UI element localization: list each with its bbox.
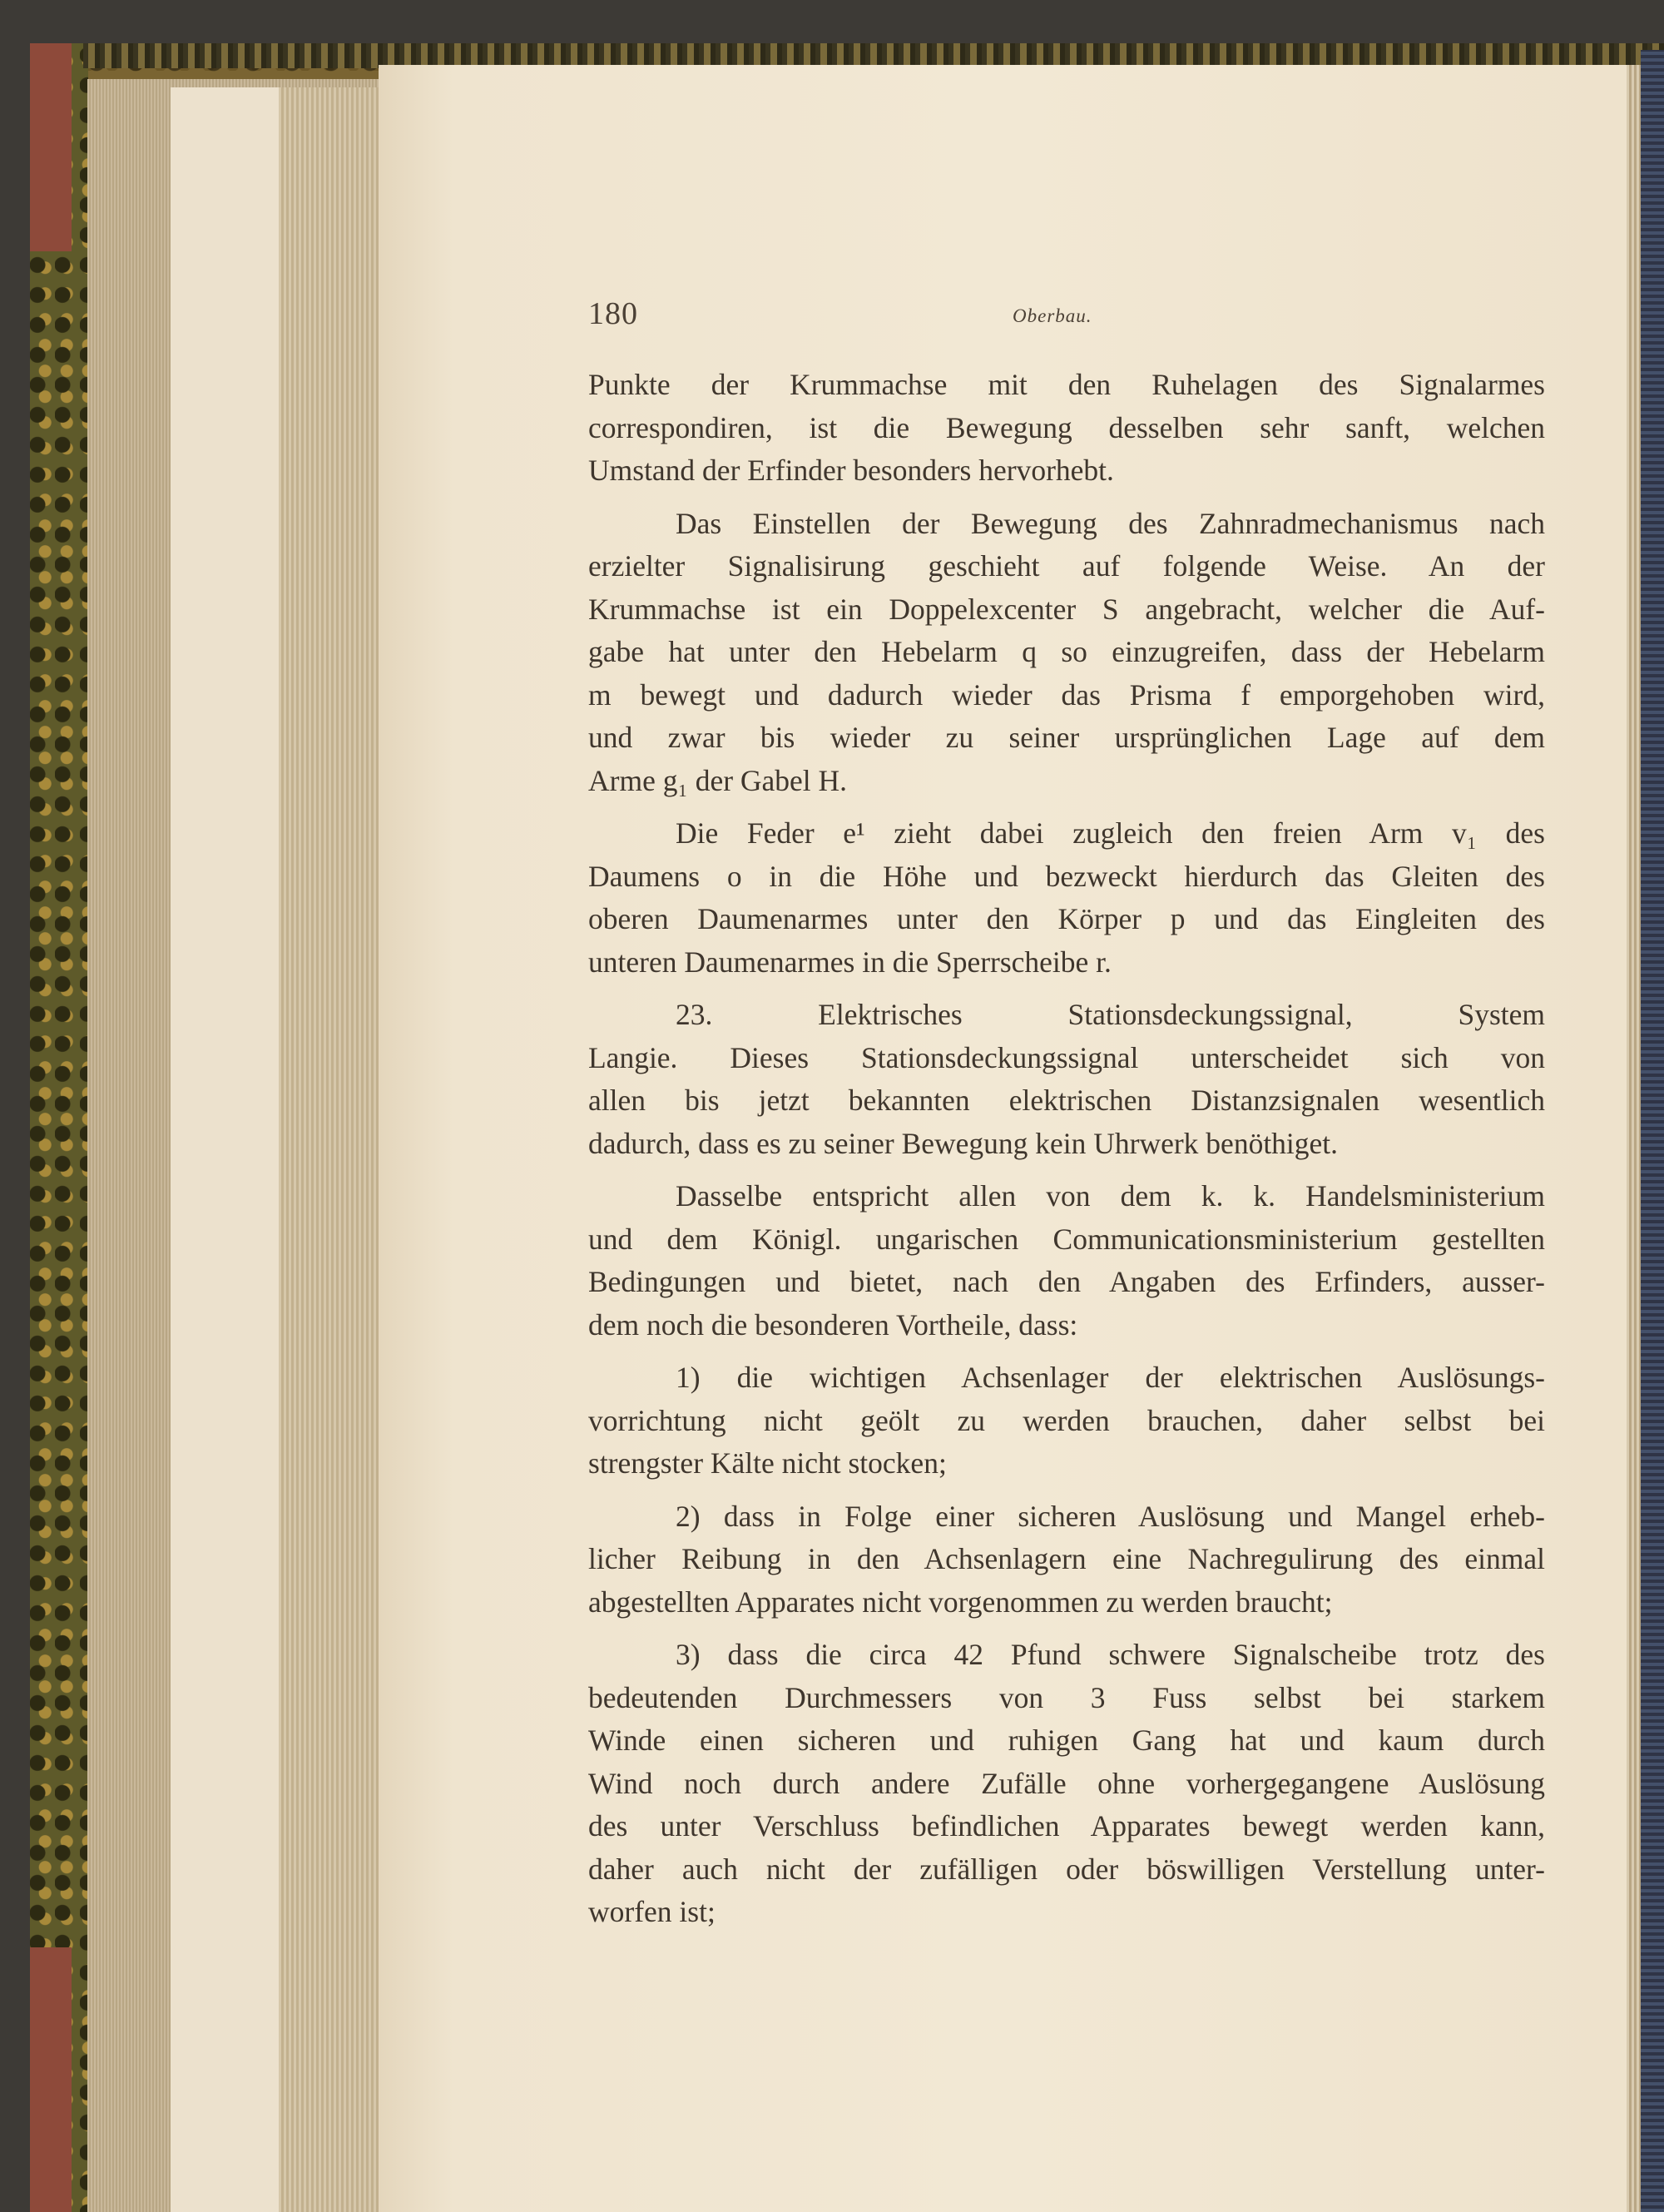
paragraph <box>588 364 1545 493</box>
list-item <box>588 1634 1545 1934</box>
page-number: 180 <box>588 296 638 331</box>
text-line: unteren Daumenarmes in die Sperrscheibe r. <box>588 945 1112 979</box>
text-line: Bedingungen und bietet, nach den Angaben des Erfinders, ausser- <box>588 1265 1545 1298</box>
section-23 <box>588 994 1545 1165</box>
text-line: Winde einen sicheren und ruhigen Gang hat und kaum durch <box>588 1723 1545 1757</box>
right-binding <box>1641 50 1664 2212</box>
text-line: gabe hat unter den Hebelarm q so einzugreifen, dass der Hebelarm <box>588 635 1545 668</box>
paragraph <box>588 503 1545 803</box>
text-line: und zwar bis wieder zu seiner ursprünglichen Lage auf dem <box>588 721 1545 754</box>
text-line: 3) dass die circa 42 Pfund schwere Signalscheibe trotz des <box>676 1638 1545 1671</box>
text-line: bedeutenden Durchmessers von 3 Fuss selbst bei starkem <box>588 1680 1545 1714</box>
leather-corner-bottom <box>30 1947 72 2212</box>
text-line: allen bis jetzt bekannten elektrischen Distanzsignalen wesentlich <box>588 1084 1545 1117</box>
section-heading-line: 23. Elektrisches Stationsdeckungssignal, System <box>676 998 1545 1031</box>
text-line: 2) dass in Folge einer sicheren Auslösung und Mangel erheb- <box>676 1499 1545 1533</box>
text-line: Arme g₁ der Gabel H. <box>588 763 848 797</box>
text-line: Krummachse ist ein Doppelexcenter S angebracht, welcher die Auf- <box>588 592 1545 626</box>
text-line: 1) die wichtigen Achsenlager der elektrischen Auslösungs- <box>676 1361 1545 1394</box>
text-line: m bewegt und dadurch wieder das Prisma f emporgehoben wird, <box>588 677 1545 712</box>
inner-gutter <box>279 87 379 2212</box>
paragraph <box>588 812 1545 984</box>
text-line: des unter Verschluss befindlichen Apparates bewegt werden kann, <box>588 1809 1545 1843</box>
text-line: daher auch nicht der zufälligen oder böswilligen Verstellung unter- <box>588 1852 1545 1886</box>
text-line: und dem Königl. ungarischen Communicationsministerium gestellten <box>588 1222 1545 1256</box>
text-line: vorrichtung nicht geölt zu werden brauchen, daher selbst bei <box>588 1403 1545 1437</box>
marbled-cover-edge <box>30 43 88 2212</box>
body-text <box>588 364 1545 1934</box>
paragraph <box>588 1175 1545 1347</box>
text-line: Die Feder e¹ zieht dabei zugleich den freien Arm v₁ des <box>676 816 1545 850</box>
text-line: Umstand der Erfinder besonders hervorhebt. <box>588 454 1114 487</box>
text-line: Wind noch durch andere Zufälle ohne vorhergegangene Auslösung <box>588 1766 1545 1800</box>
text-line: worfen ist; <box>588 1895 716 1928</box>
text-line: licher Reibung in den Achsenlagern eine Nachregulirung des einmal <box>588 1542 1545 1575</box>
text-line: Punkte der Krummachse mit den Ruhelagen des Signalarmes <box>588 368 1545 401</box>
text-line: Dasselbe entspricht allen von dem k. k. Handelsministerium <box>676 1179 1545 1213</box>
list-item <box>588 1356 1545 1485</box>
text-line: dem noch die besonderen Vortheile, dass: <box>588 1307 1078 1342</box>
running-head: Oberbau. <box>1013 305 1092 326</box>
text-line: Langie. Dieses Stationsdeckungssignal unterscheidet sich von <box>588 1040 1545 1074</box>
leather-corner-top <box>30 43 72 251</box>
list-item <box>588 1495 1545 1624</box>
text-line: dadurch, dass es zu seiner Bewegung kein Uhrwerk benöthiget. <box>588 1126 1339 1160</box>
left-leaf <box>171 87 279 2212</box>
text-line: correspondiren, ist die Bewegung desselben sehr sanft, welchen <box>588 410 1545 444</box>
page-header <box>588 295 1121 337</box>
text-line: oberen Daumenarmes unter den Körper p und das Eingleiten des <box>588 902 1545 935</box>
text-line: abgestellten Apparates nicht vorgenommen zu werden braucht; <box>588 1585 1333 1619</box>
text-line: strengster Kälte nicht stocken; <box>588 1446 947 1480</box>
text-line: Daumens o in die Höhe und bezweckt hierdurch das Gleiten des <box>588 859 1545 893</box>
text-line: erzielter Signalisirung geschieht auf folgende Weise. An der <box>588 549 1545 583</box>
text-line: Das Einstellen der Bewegung des Zahnradmechanismus nach <box>676 506 1545 540</box>
